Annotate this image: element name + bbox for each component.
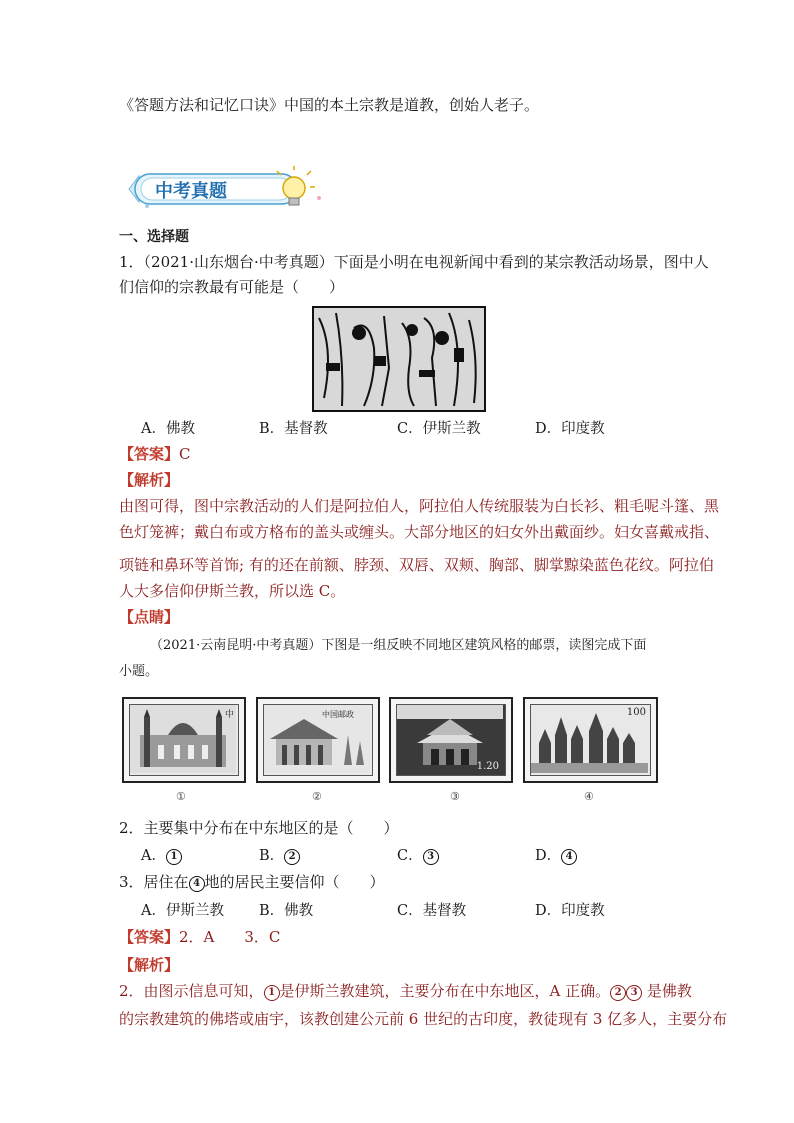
stamp-caption-4: ④	[584, 790, 594, 803]
q1-option-c[interactable]: C．伊斯兰教	[397, 421, 481, 437]
answer-value: C	[179, 445, 191, 463]
q23-analysis-line2: 的宗教建筑的佛塔或庙宇，该教创建公元前 6 世纪的古印度，教徒现有 3 亿多人，主要分布	[119, 1010, 728, 1028]
circle-number-1-icon: 1	[166, 849, 182, 865]
group-intro-line1: （2021·云南昆明·中考真题）下图是一组反映不同地区建筑风格的邮票，读图完成下面	[150, 638, 647, 653]
group-intro-line2: 小题。	[119, 664, 159, 679]
stamp-4-text: 100	[626, 707, 646, 718]
intro-text: 《答题方法和记忆口诀》中国的本土宗教是道教，创始人老子。	[119, 96, 540, 114]
q3-stem-post: 地的居民主要信仰（ ）	[204, 873, 385, 891]
stamp-3	[389, 697, 513, 783]
answer-value: 2．A 3．C	[179, 928, 281, 946]
stamp-3-text: 1.20	[476, 761, 499, 772]
analysis-post: 是佛教	[642, 982, 692, 1000]
q23-analysis-line1	[119, 980, 692, 1002]
circle-number-1-icon: 1	[264, 985, 280, 1001]
q1-answer	[119, 443, 191, 465]
q1-stem-line1: 1．（2021·山东烟台·中考真题）下面是小明在电视新闻中看到的某宗教活动场景，图中人	[119, 253, 709, 271]
badge-title: 中考真题	[155, 181, 227, 202]
q1-option-d[interactable]: D．印度教	[535, 421, 605, 437]
stamp-caption-3: ③	[450, 790, 460, 803]
q2-option-b[interactable]	[259, 844, 300, 865]
stamp-1	[122, 697, 246, 783]
answer-tag: 【答案】	[119, 928, 180, 946]
circle-number-2-icon: 2	[610, 985, 626, 1001]
answer-tag: 【答案】	[119, 445, 180, 463]
q3-option-c[interactable]: C．基督教	[397, 903, 467, 919]
q1-option-a[interactable]: A．佛教	[141, 421, 195, 437]
stamp-caption-2: ②	[312, 790, 322, 803]
circle-number-3-icon: 3	[626, 985, 642, 1001]
q3-stem-pre: 3．居住在	[119, 873, 189, 891]
section-heading: 一、选择题	[119, 229, 189, 245]
q2-option-c-prefix: C．	[397, 848, 423, 864]
q23-analysis-tag: 【解析】	[119, 956, 180, 974]
q2-stem: 2．主要集中分布在中东地区的是（ ）	[119, 819, 399, 837]
q1-analysis-line3: 项链和鼻环等首饰; 有的还在前额、脖颈、双唇、双颊、胸部、脚掌黥染蓝色花纹。阿拉伯	[119, 556, 714, 574]
q1-analysis-line4: 人大多信仰伊斯兰教，所以选 C。	[119, 582, 346, 600]
q2-option-b-prefix: B．	[259, 848, 285, 864]
stamp-4	[523, 697, 658, 783]
q2-option-c[interactable]	[397, 844, 439, 865]
circle-number-4-icon: 4	[189, 876, 205, 892]
q2-option-a-prefix: A．	[141, 848, 166, 864]
q1-photo	[312, 306, 486, 412]
q3-option-d[interactable]: D．印度教	[535, 903, 605, 919]
q1-analysis-tag: 【解析】	[119, 471, 180, 489]
stamp-2	[256, 697, 380, 783]
q1-tip-tag: 【点睛】	[119, 608, 180, 626]
circle-number-2-icon: 2	[284, 849, 300, 865]
q23-answer	[119, 926, 280, 948]
circle-number-4-icon: 4	[561, 849, 577, 865]
q1-analysis-line2: 色灯笼裤；戴白布或方格布的盖头或缠头。大部分地区的妇女外出戴面纱。妇女喜戴戒指、	[119, 523, 720, 541]
q3-option-b[interactable]: B．佛教	[259, 903, 314, 919]
stamp-1-text: 中	[224, 710, 234, 720]
section-badge	[125, 166, 330, 212]
q2-option-a[interactable]	[141, 844, 182, 865]
circle-number-3-icon: 3	[423, 849, 439, 865]
q2-option-d-prefix: D．	[535, 848, 562, 864]
q1-analysis-line1: 由图可得，图中宗教活动的人们是阿拉伯人，阿拉伯人传统服装为白长衫、粗毛呢斗篷、黑	[119, 497, 720, 515]
stamp-caption-1: ①	[176, 790, 186, 803]
q2-option-d[interactable]	[535, 844, 577, 865]
stamp-2-text: 中国邮政	[322, 710, 354, 719]
analysis-pre: 2．由图示信息可知，	[119, 982, 264, 1000]
q1-stem-line2: 们信仰的宗教最有可能是（ ）	[119, 278, 345, 296]
analysis-mid: 是伊斯兰教建筑，主要分布在中东地区，A 正确。	[279, 982, 611, 1000]
q3-option-a[interactable]: A．伊斯兰教	[141, 903, 224, 919]
q1-option-b[interactable]: B．基督教	[259, 421, 328, 437]
q3-stem	[119, 871, 385, 893]
